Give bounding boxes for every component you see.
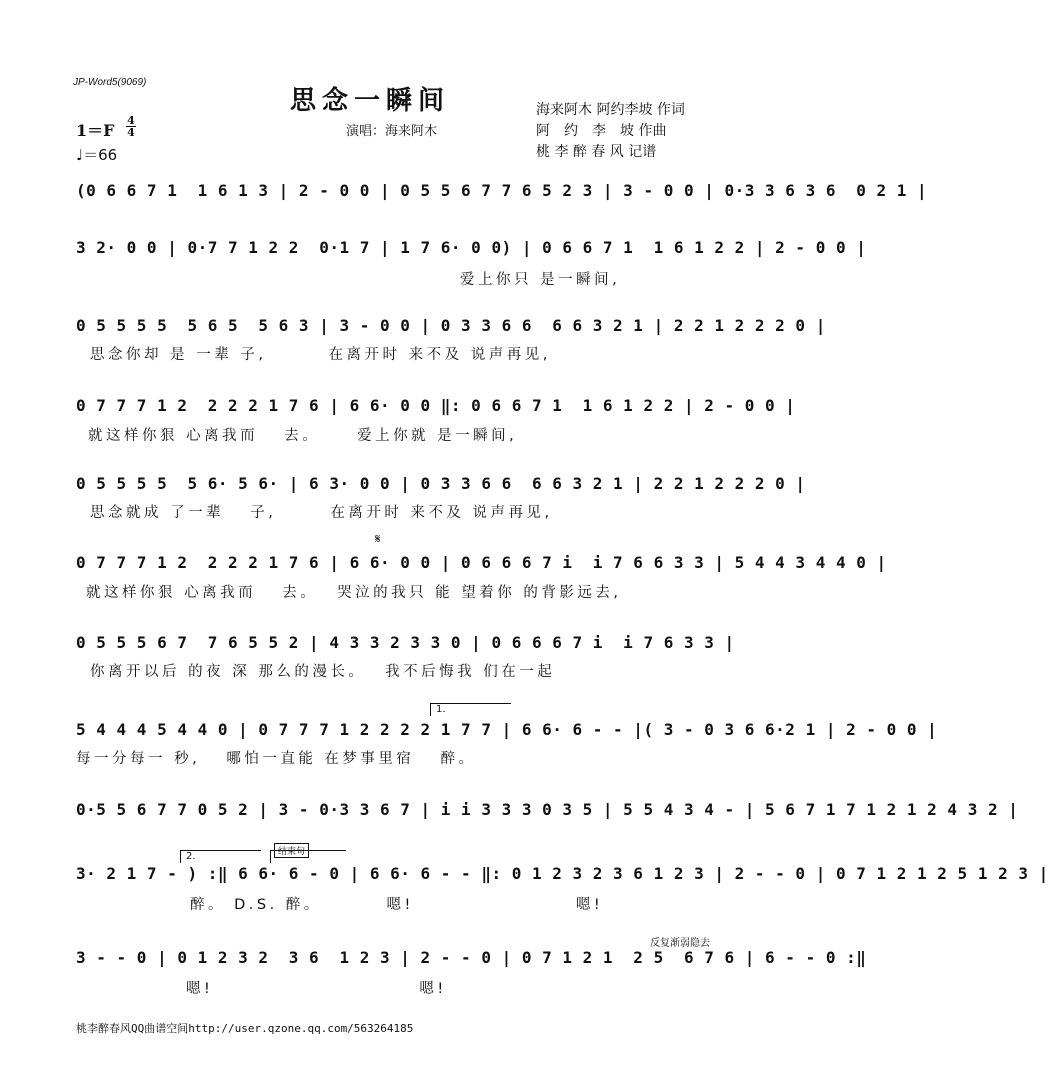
lyric-line-11: 嗯! 嗯! — [186, 981, 447, 997]
lyric-line-5: 思念就成 了一辈 子, 在离开时 来不及 说声再见, — [90, 505, 553, 521]
notation-line-1: (0 6 6 7 1 1 6 1 3 | 2 - 0 0 | 0 5 5 6 7 7 6 5 2 3 | 3 - 0 0 | 0·3 3 6 3 6 0 2 1 | — [76, 181, 928, 200]
coda-box-label: 结束句 — [274, 843, 309, 858]
lyric-line-2: 爱上你只 是一瞬间, — [460, 272, 621, 288]
lyric-line-8: 每一分每一 秒, 哪怕一直能 在梦事里宿 醉。 — [76, 751, 477, 767]
notation-line-11: 3 - - 0 | 0 1 2 3 2 3 6 1 2 3 | 2 - - 0 | 0 7 1 2 1 2 5 6 7 6 | 6 - - 0 :‖ — [76, 948, 867, 967]
notation-line-7: 0 5 5 5 6 7 7 6 5 5 2 | 4 3 3 2 3 3 0 | 0 6 6 6 7 i i 7 6 3 3 | — [76, 633, 735, 652]
meter-bottom: 4 — [127, 126, 135, 139]
second-ending-bracket — [180, 850, 261, 863]
notation-line-3: 0 5 5 5 5 5 6 5 5 6 3 | 3 - 0 0 | 0 3 3 6 6 6 6 3 2 1 | 2 2 1 2 2 2 0 | — [76, 316, 826, 335]
lyric-line-3: 思念你却 是 一辈 子, 在离开时 来不及 说声再见, — [90, 347, 551, 363]
notation-line-2: 3 2· 0 0 | 0·7 7 1 2 2 0·1 7 | 1 7 6· 0 0) | 0 6 6 7 1 1 6 1 2 2 | 2 - 0 0 | — [76, 238, 867, 257]
lyric-line-7: 你离开以后 的夜 深 那么的漫长。 我不后悔我 们在一起 — [90, 664, 556, 680]
first-ending-label: 1. — [436, 704, 446, 715]
tempo-marking: ♩＝66 — [76, 146, 118, 164]
lyricist-credit: 海来阿木 阿约李坡 作词 — [536, 102, 685, 118]
singer-credit: 演唱：海来阿木 — [346, 124, 438, 139]
time-signature — [126, 115, 136, 138]
fade-out-note: 反复渐弱隐去 — [650, 938, 710, 949]
notation-line-4: 0 7 7 7 1 2 2 2 2 1 7 6 | 6 6· 0 0 ‖: 0 6 6 7 1 1 6 1 2 2 | 2 - 0 0 | — [76, 396, 796, 415]
segno-sign: 𝄋 — [375, 532, 381, 547]
lyric-line-10: 醉。 D.S. 醉。 嗯! 嗯! — [190, 897, 604, 913]
notation-line-8: 5 4 4 4 5 4 4 0 | 0 7 7 7 1 2 2 2 2 1 7 7 | 6 6· 6 - - |( 3 - 0 3 6 6·2 1 | 2 - 0 0 | — [76, 720, 938, 739]
coda-ending-bracket — [270, 847, 346, 863]
source-tag: JP-Word5(9069) — [73, 77, 147, 88]
meter-top: 4 — [127, 114, 135, 127]
notation-line-5: 0 5 5 5 5 5 6· 5 6· | 6 3· 0 0 | 0 3 3 6 6 6 6 3 2 1 | 2 2 1 2 2 2 0 | — [76, 474, 806, 493]
key-signature: 1＝F — [76, 121, 115, 140]
composer-credit: 阿 约 李 坡 作曲 — [536, 123, 667, 139]
footer-credit: 桃李醉春风QQ曲谱空间http://user.qzone.qq.com/563264185 — [76, 1022, 414, 1035]
transcriber-credit: 桃 李 醉 春 风 记谱 — [536, 144, 657, 160]
notation-line-6: 0 7 7 7 1 2 2 2 2 1 7 6 | 6 6· 0 0 | 0 6 6 6 7 i i 7 6 6 3 3 | 5 4 4 3 4 4 0 | — [76, 553, 887, 572]
notation-line-10: 3· 2 1 7 - ) :‖ 6 6· 6 - 0 | 6 6· 6 - - ‖: 0 1 2 3 2 3 6 1 2 3 | 2 - - 0 | 0 7 1 2 1 2 5 1 2 3 | — [76, 864, 1049, 883]
first-ending-bracket — [430, 703, 511, 716]
lyric-line-6: 就这样你狠 心离我而 去。 哭泣的我只 能 望着你 的背影远去, — [86, 585, 622, 601]
song-title: 思念一瞬间 — [290, 86, 451, 116]
second-ending-label: 2. — [186, 851, 196, 862]
lyric-line-4: 就这样你狠 心离我而 去。 爱上你就 是一瞬间, — [88, 428, 518, 444]
notation-line-9: 0·5 5 6 7 7 0 5 2 | 3 - 0·3 3 6 7 | i i 3 3 3 0 3 5 | 5 5 4 3 4 - | 5 6 7 1 7 1 2 1 2 4 3 2 | — [76, 800, 1019, 819]
